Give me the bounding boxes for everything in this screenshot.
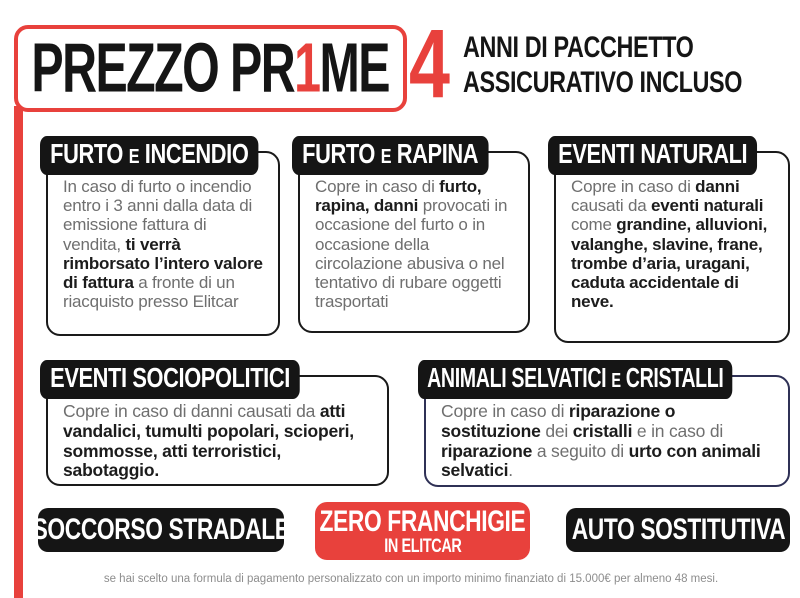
badge-zero-franchigie-line1: ZERO FRANCHIGIE bbox=[319, 504, 526, 538]
card-body: In caso di furto o incendio entro i 3 anni dalla data di emissione fattura di vendita, ti verrà rimborsato l’intero valore di fattura a fronte di un riacquisto presso Elitcar bbox=[46, 151, 280, 336]
badge-soccorso-stradale-label: SOCCORSO STRADALE bbox=[32, 513, 290, 546]
badge-auto-sostitutiva bbox=[566, 508, 790, 552]
card-body: Copre in caso di danni causati da atti vandalici, tumulti popolari, scioperi, sommosse, atti terroristici, sabotaggio. bbox=[46, 375, 389, 486]
card-furto-e-incendio bbox=[40, 136, 280, 336]
card-eventi-naturali bbox=[548, 136, 790, 343]
card-body: Copre in caso di riparazione o sostituzione dei cristalli e in caso di riparazione a seguito di urto con animali selvatici. bbox=[424, 375, 790, 487]
card-title: EVENTI NATURALI bbox=[548, 136, 757, 175]
card-animali-selvatici-e-cristalli bbox=[418, 360, 790, 487]
card-title: FURTO E RAPINA bbox=[292, 136, 488, 175]
badge-auto-sostitutiva-label: AUTO SOSTITUTIVA bbox=[571, 513, 785, 546]
tagline bbox=[463, 31, 742, 100]
card-body: Copre in caso di danni causati da eventi naturali come grandine, alluvioni, valanghe, slavine, frane, trombe d’aria, uragani, caduta accidentale di neve. bbox=[554, 151, 790, 343]
tagline-line-1: ANNI DI PACCHETTO bbox=[463, 31, 694, 64]
card-eventi-sociopolitici bbox=[40, 360, 389, 486]
page-title: PREZZO PR1ME bbox=[31, 29, 390, 108]
badge-zero-franchigie bbox=[315, 502, 530, 560]
card-furto-e-rapina bbox=[292, 136, 530, 333]
badge-soccorso-stradale bbox=[32, 508, 290, 552]
tagline-line-2: ASSICURATIVO INCLUSO bbox=[463, 65, 743, 99]
left-accent-line bbox=[14, 106, 23, 598]
card-body: Copre in caso di furto, rapina, danni provocati in occasione del furto o in occasione della circolazione abusiva o nel tentativo di rubare oggetti trasportati bbox=[298, 151, 530, 333]
badge-zero-franchigie-line2: IN ELITCAR bbox=[383, 536, 462, 558]
footnote-text: se hai scelto una formula di pagamento personalizzato con un importo minimo finanziato di 15.000€ per almeno 48 mesi. bbox=[103, 573, 719, 585]
card-title: ANIMALI SELVATICI E CRISTALLI bbox=[418, 360, 733, 399]
card-title: EVENTI SOCIOPOLITICI bbox=[40, 360, 300, 399]
years-number: 4 bbox=[409, 9, 451, 118]
card-title: FURTO E INCENDIO bbox=[40, 136, 259, 175]
prezzo-prime-title-box bbox=[14, 25, 407, 112]
